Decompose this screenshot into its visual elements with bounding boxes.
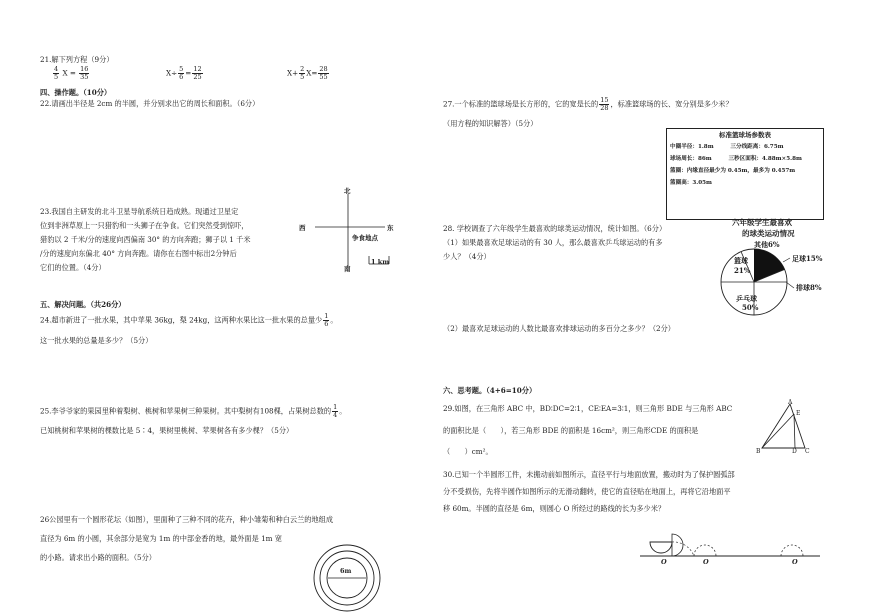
compass-east-label: 东 [387,224,394,232]
pie-pingpong-pct: 50% [742,303,759,312]
q25-line-2: 已知桃树和苹果树的棵数比是 5∶4，果树里桃树、苹果树各有多少棵？（5分） [40,426,294,435]
pie-volleyball-label: 排球8% [796,283,822,292]
triangle-point-d: D [792,448,797,455]
q30: 30.已知一个半圆形工件，未搬动前如图所示，直径平行与地面放置，搬动时为了保护圆弧部 分不受损伤，先将半圆作如图所示的无滑动翻转，使它的直径贴在地面上，再将它沿地面平 移 60m。半圆的直径是 6m，则圆心 O 所经过的路线的长为多少米？ [443,470,735,513]
basketball-court-table [666,128,824,220]
triangle-point-e: E [796,410,801,417]
pie-other-label: 其他6% [754,240,780,249]
compass-center-label: 争食地点 [352,234,378,242]
table-row: 中圈半径：1.8m 三分线距离：6.75m [670,144,784,150]
triangle-vertex-b: B [756,448,761,455]
pie-basketball-pct: 21% [734,266,751,275]
table-row: 球场周长：86m 三秒区面积：4.88m×5.8m [670,156,802,162]
q24-line-2: 这一批水果的总量是多少？（5分） [40,336,153,345]
flowerbed-diagram [312,543,382,613]
q27-line-1: 27.一个标准的篮球场是长方形的，它的宽是长的 $\frac{15}{28}$ ，标准篮球场的长、宽分别是多少米？ [443,96,733,112]
pie-pingpong-label: 乒乓球 [736,294,757,303]
pie-title-line-1: 六年级学生最喜欢 [732,218,792,227]
q29-line-1: 29.如图，在三角形 ABC 中，BD∶DC=2∶1，CE∶EA=3∶1，则三角形 BDE 与三角形 ABC [443,404,733,413]
q26: 26公园里有一个圆形花坛（如图），里面种了三种不同的花卉，种小雏菊和种白云兰的地组成 直径为 6m 的小圆，其余部分是宽为 1m 的中部金香的地，最外面是 1m 宽 的小路。请求出小路的面积。（5分） [40,515,334,562]
q25-line-1: 25.李爷爷家的果园里种着梨树、桃树和苹果树三种果树。其中梨树有108棵，占果树总数的 $\frac{1}{4}$ 。 [40,403,347,419]
q24-line-1: 24.超市新进了一批水果，其中苹果 36kg，梨 24kg，这两种水果比这一批水果的总量少 $\frac{1}{6}$ 。 [40,312,338,328]
q22: 22.请画出半径是 2cm 的半圆，并分别求出它的周长和面积。（6分） [40,99,260,108]
q21-equation-3: X+ $\frac{2}{5}$ X= $\frac{28}{55}$ [287,65,328,81]
table-row: 篮圈：内缘直径最少为 0.45m，最多为 0.457m [670,168,796,174]
triangle-vertex-c: C [805,448,810,455]
compass-west-label: 西 [299,224,306,232]
q21-equation-2: X÷ $\frac{5}{6}$ = $\frac{12}{25}$ [166,65,202,81]
section-5-heading: 五、解决问题。（共26分） [40,300,126,309]
q27-line-2: （用方程的知识解答）（5分） [443,119,538,128]
center-o-label-3: O [792,558,798,566]
section-4-heading: 四、操作题。（10分） [40,88,112,97]
q21-title: 21.解下列方程（9分） [40,55,114,64]
center-o-label-2: O [703,558,709,566]
center-o-label-1: O [661,558,667,566]
table-title: 标准篮球场参数表 [719,131,771,139]
compass-south-label: 南 [344,265,351,273]
q23: 23.我国自主研发的北斗卫星导航系统日趋成熟。现通过卫星定 位到非洲草原上一只猎豹和一头狮子在争食。它们突然受到惊吓， 猎豹以 2 千米/分的速度向西偏南 30° 的方向奔跑；狮子以 1 千米 /分的速度向东偏北 40° 方向奔跑。请你在右图中标出2分钟后 它们的位置。（4分） [40,207,251,272]
q29-line-3: （ ）cm²。 [443,447,493,456]
q28-part-2: （2）最喜欢足球运动的人数比最喜欢排球运动的多百分之多少？（2分） [443,324,675,333]
semicircle-start [650,542,672,553]
pie-basketball-label: 篮球 [734,256,748,265]
rolling-semicircle-diagram [636,530,826,575]
compass-scale-label: 1 km [371,258,390,266]
pie-title-line-2: 的球类运动情况 [742,229,795,238]
section-6-heading: 六、思考题。（4+6=10分） [443,386,537,395]
table-row: 篮圈高：3.05m [670,180,712,186]
semicircle-flipping [672,534,683,556]
pie-football-label: 足球15% [792,254,823,263]
semicircle-landed [694,545,716,556]
semicircle-end [781,545,803,556]
q21-equation-1: $\frac{4}{5}$ X = $\frac{16}{35}$ [54,65,89,81]
segment-be [762,414,794,448]
triangle-vertex-a: A [788,399,793,406]
q28: 28. 学校调查了六年级学生最喜欢的球类运动情况，统计如图。（6分） （1）如果最喜欢足球运动的有 30 人，那么最喜欢乒乓球运动的有多 少人？（4分） [443,224,667,261]
compass-north-label: 北 [344,187,351,195]
flowerbed-diameter-label: 6m [340,567,352,575]
q29-line-2: 的面积比是（ ），若三角形 BDE 的面积是 16cm²，则三角形CDE 的面积是 [443,426,699,435]
